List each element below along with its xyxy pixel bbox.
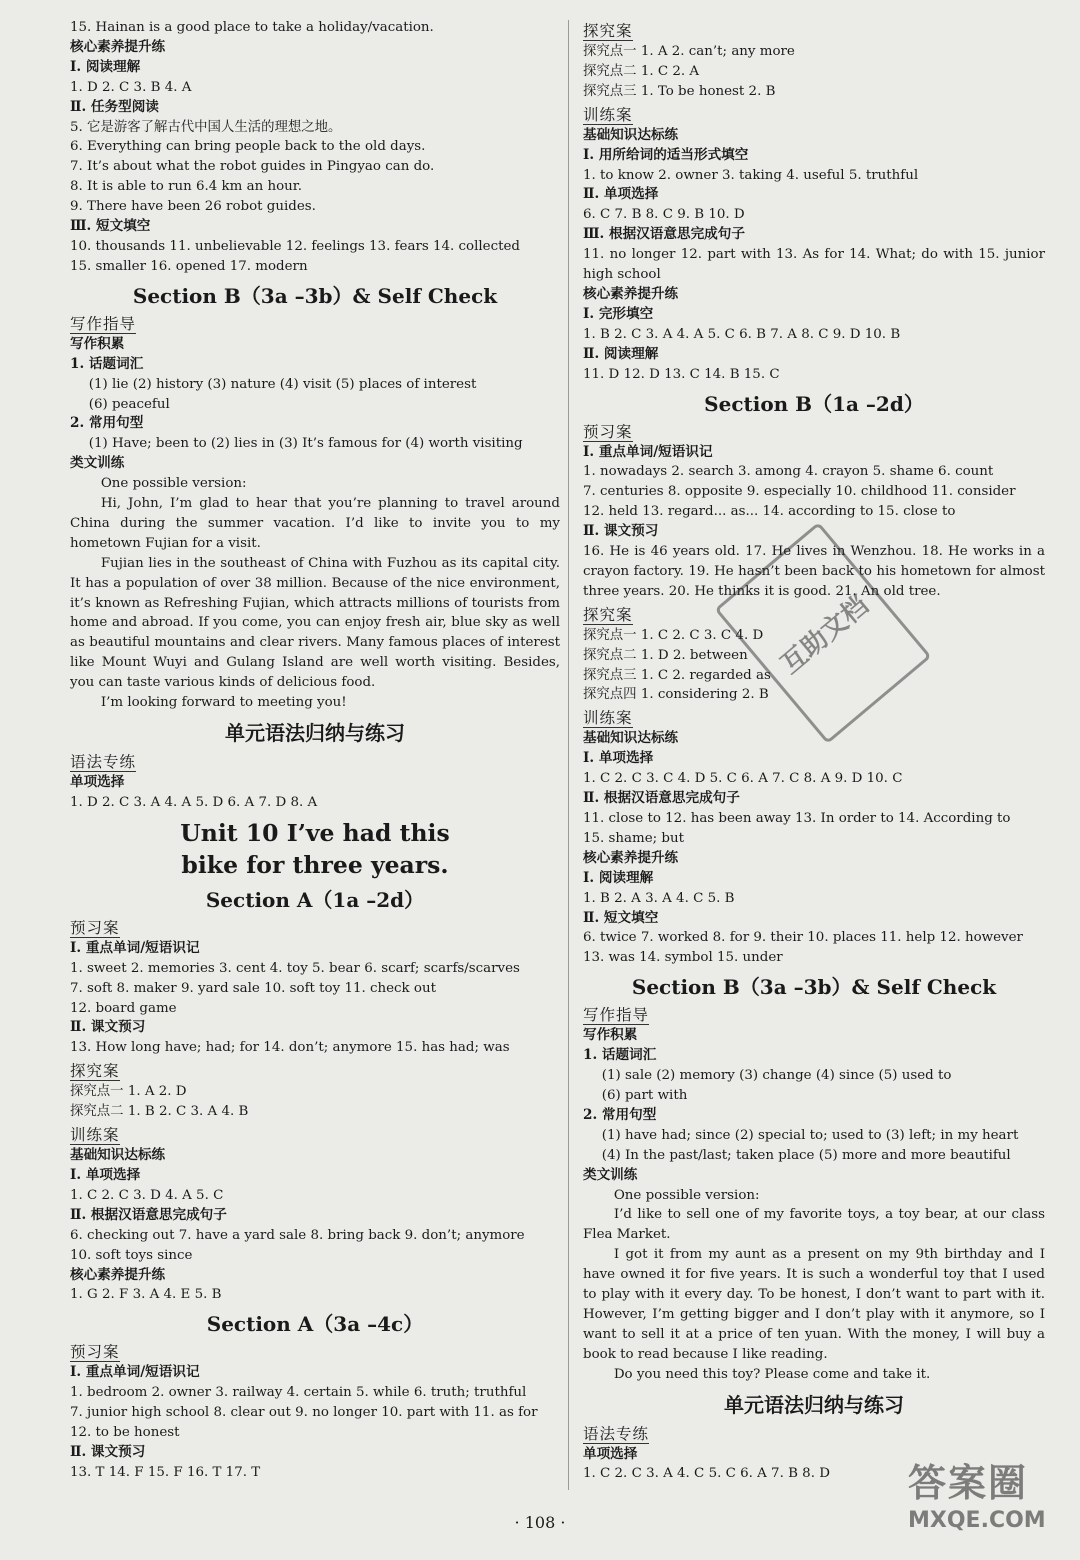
subsection-label: 单项选择 [583,1445,638,1462]
question-type-label: Ⅱ. 根据汉语意思完成句子 [583,790,740,807]
subsection-label: 基础知识达标练 [583,126,679,143]
part-heading: 探究案 [70,1062,120,1081]
part-heading: 预习案 [70,1343,120,1362]
answer-line: 6. C 7. B 8. C 9. B 10. D [583,207,745,223]
section-heading: Section B（3a –3b）& Self Check [132,283,498,308]
subsection-label: 核心素养提升练 [583,285,679,302]
answer-line: 探究点二 1. B 2. C 3. A 4. B [70,1104,249,1120]
answer-line: 探究点四 1. considering 2. B [583,687,769,703]
part-heading: 探究案 [583,605,633,624]
subsection-label: 核心素养提升练 [70,1266,166,1283]
subsection-label: 基础知识达标练 [70,1147,166,1164]
essay-paragraph: I’d like to sell one of my favorite toys, a toy bear, at our class Flea Market. [583,1207,1045,1243]
question-type-label: Ⅰ. 阅读理解 [583,869,654,886]
answer-line: 7. soft 8. maker 9. yard sale 10. soft toy 11. check out [70,980,436,996]
answer-line: 13. T 14. F 15. F 16. T 17. T [70,1464,261,1480]
question-type-label: Ⅲ. 根据汉语意思完成句子 [583,226,745,243]
question-type-label: Ⅱ. 任务型阅读 [70,98,159,115]
answer-line: 1. sweet 2. memories 3. cent 4. toy 5. bear 6. scarf; scarfs/scarves [70,960,520,976]
watermark-text: 答案圈 [908,1461,1029,1505]
answer-line: 11. no longer 12. part with 13. As for 14. What; do with 15. junior high school [583,247,1045,283]
grammar-title: 单元语法归纳与练习 [724,1392,904,1417]
subsection-label: 基础知识达标练 [583,730,679,747]
answer-line: 12. to be honest [70,1425,180,1441]
grammar-title: 单元语法归纳与练习 [225,721,405,745]
question-type-label: Ⅰ. 重点单词/短语识记 [70,1364,200,1381]
question-type-label: Ⅰ. 阅读理解 [70,58,141,75]
question-type-label: Ⅰ. 重点单词/短语识记 [70,939,200,956]
question-type-label: Ⅲ. 短文填空 [70,218,151,235]
answer-line: 7. junior high school 8. clear out 9. no longer 10. part with 11. as for [70,1405,538,1421]
essay-paragraph: I got it from my aunt as a present on my 9th birthday and I have owned it for five years. It is such a wonderful toy that I used to play with it every day. To be honest, I don’t want to part with it. However, I’m getting bigger and I don’t play with it anymore, so I want to sell it at a price of ten yuan. With the money, I will buy a book to read because I like reading. [583,1247,1045,1362]
question-type-label: Ⅱ. 课文预习 [70,1019,146,1036]
answer-line: 10. soft toys since [70,1247,193,1263]
essay-paragraph: Fujian lies in the southeast of China with Fuzhou as its capital city. It has a population of over 38 million. Because of the nice environment, it’s known as Refreshing Fujian, which attracts millions of tourists from home and abroad. If you come, you can enjoy fresh air, blue sky as well as beautiful mountains and clear rivers. Many famous places of interest like Mount Wuyi and Gulang Island are well worth visiting. Besides, you can taste various kinds of delicious food. [70,555,560,691]
subsection-label: 类文训练 [70,455,125,472]
answer-line: 1. D 2. C 3. B 4. A [70,79,192,95]
part-heading: 写作指导 [70,314,137,333]
answer-line: 探究点一 1. A 2. can’t; any more [583,44,795,59]
answer-line: One possible version: [100,476,247,492]
essay-paragraph: I’m looking forward to meeting you! [100,695,347,711]
section-heading: Section A（1a –2d） [205,887,425,912]
question-type-label: Ⅰ. 用所给词的适当形式填空 [583,146,749,163]
question-type-label: 1. 话题词汇 [583,1047,657,1064]
answer-line: 15. Hainan is a good place to take a holiday/vacation. [70,20,434,35]
subsection-label: 核心素养提升练 [583,849,679,866]
answer-line: (1) lie (2) history (3) nature (4) visit (5) places of interest [88,376,477,392]
subsection-label: 写作积累 [583,1027,638,1044]
unit-title [70,817,560,881]
part-heading: 语法专练 [583,1424,650,1443]
question-type-label: Ⅱ. 课文预习 [70,1443,146,1460]
question-type-label: 1. 话题词汇 [70,355,144,372]
question-type-label: Ⅱ. 课文预习 [583,523,659,540]
answer-line: (4) In the past/last; taken place (5) more and more beautiful [601,1147,1011,1163]
question-type-label: 2. 常用句型 [70,415,144,432]
part-heading: 语法专练 [70,753,137,771]
answer-line: (1) have had; since (2) special to; used to (3) left; in my heart [601,1127,1019,1143]
answer-line: 12. board game [70,1000,177,1016]
question-type-label: Ⅱ. 根据汉语意思完成句子 [70,1206,227,1223]
answer-line: 1. nowadays 2. search 3. among 4. crayon 5. shame 6. count [583,464,994,480]
page-number: · 108 · [514,1513,566,1532]
answer-line: 1. C 2. C 3. A 4. C 5. C 6. A 7. B 8. D [583,1466,830,1482]
answer-line: 13. was 14. symbol 15. under [583,950,783,966]
part-heading: 预习案 [70,918,120,937]
question-type-label: Ⅱ. 单项选择 [583,186,659,203]
answer-line: 12. held 13. regard... as... 14. according to 15. close to [583,504,956,520]
answer-line: 探究点三 1. To be honest 2. B [583,83,776,99]
question-type-label: 2. 常用句型 [583,1106,657,1123]
section-heading: Section A（3a –4c） [206,1312,424,1337]
question-type-label: Ⅰ. 单项选择 [70,1166,141,1183]
answer-line: 1. C 2. C 3. C 4. D 5. C 6. A 7. C 8. A 9. D 10. C [583,771,903,787]
subsection-label: 类文训练 [583,1166,638,1183]
column-divider [568,20,569,1490]
answer-line: 探究点三 1. C 2. regarded as [583,667,771,683]
answer-line: (1) sale (2) memory (3) change (4) since (5) used to [601,1068,952,1084]
essay-paragraph: Do you need this toy? Please come and take it. [613,1366,931,1382]
subsection-label: 写作积累 [70,335,125,352]
answer-line: 1. G 2. F 3. A 4. E 5. B [70,1287,222,1303]
essay-paragraph: Hi, John, I’m glad to hear that you’re planning to travel around China during the summer vacation. I’d like to invite you to my hometown Fujian for a visit. [70,496,560,551]
part-heading: 训练案 [70,1126,120,1145]
answer-line: 探究点二 1. D 2. between [583,647,748,663]
answer-line: 9. There have been 26 robot guides. [70,199,316,215]
question-type-label: Ⅱ. 阅读理解 [583,345,659,362]
unit-title-line-1: Unit 10 I’ve had this [180,818,450,847]
answer-line: (6) part with [601,1087,688,1103]
unit-title-line-2: bike for three years. [181,850,449,879]
question-type-label: Ⅱ. 短文填空 [583,909,659,926]
answer-line: 1. C 2. C 3. D 4. A 5. C [70,1187,224,1203]
answer-line: 7. centuries 8. opposite 9. especially 10. childhood 11. consider [583,484,1016,500]
part-heading: 训练案 [583,105,633,124]
subsection-label: 单项选择 [70,774,125,790]
answer-line: 5. 它是游客了解古代中国人生活的理想之地。 [70,119,342,135]
answer-line: 10. thousands 11. unbelievable 12. feelings 13. fears 14. collected [70,238,520,254]
part-heading: 探究案 [583,22,633,40]
section-heading: Section B（3a –3b）& Self Check [631,975,997,1000]
answer-line: 1. bedroom 2. owner 3. railway 4. certain 5. while 6. truth; truthful [70,1385,527,1401]
subsection-label: 核心素养提升练 [70,38,166,55]
answer-line: (6) peaceful [88,396,170,412]
watermark-url: MXQE.COM [908,1508,1046,1533]
answer-line: 探究点一 1. A 2. D [70,1084,187,1100]
question-type-label: Ⅰ. 完形填空 [583,305,654,322]
answer-line: 7. It’s about what the robot guides in Pingyao can do. [70,159,435,175]
stamp-mark: 互助文档 [714,522,931,744]
right-column [583,18,1045,1484]
answer-line: 6. twice 7. worked 8. for 9. their 10. places 11. help 12. however [583,930,1023,946]
question-type-label: Ⅰ. 单项选择 [583,750,654,767]
answer-line: 1. B 2. A 3. A 4. C 5. B [583,890,735,906]
answer-line: 探究点一 1. C 2. C 3. C 4. D [583,627,764,643]
section-heading: Section B（1a –2d） [704,391,924,416]
answer-line: 16. He is 46 years old. 17. He lives in Wenzhou. 18. He works in a crayon factory. 19. He hasn’t been back to his hometown for almost three years. 20. He thinks it is good. 21. An old tree. [583,544,1045,599]
part-heading: 训练案 [583,709,633,728]
answer-line: 15. shame; but [583,830,684,846]
answer-line: 11. close to 12. has been away 13. In order to 14. According to [583,811,1011,826]
answer-line: 13. How long have; had; for 14. don’t; anymore 15. has had; was [70,1040,510,1056]
answer-line: (1) Have; been to (2) lies in (3) It’s famous for (4) worth visiting [88,436,523,452]
part-heading: 写作指导 [583,1006,650,1025]
answer-line: 6. checking out 7. have a yard sale 8. bring back 9. don’t; anymore [70,1227,525,1243]
answer-line: 1. B 2. C 3. A 4. A 5. C 6. B 7. A 8. C 9. D 10. B [583,326,901,342]
watermark-logo [908,1458,1068,1550]
answer-line: 探究点二 1. C 2. A [583,63,700,79]
answer-line: 15. smaller 16. opened 17. modern [70,258,308,274]
answer-line: 1. D 2. C 3. A 4. A 5. D 6. A 7. D 8. A [70,794,318,810]
answer-line: One possible version: [613,1187,760,1203]
answer-line: 8. It is able to run 6.4 km an hour. [70,179,302,195]
part-heading: 预习案 [583,422,633,441]
question-type-label: Ⅰ. 重点单词/短语识记 [583,443,713,460]
answer-line: 11. D 12. D 13. C 14. B 15. C [583,366,780,382]
answer-line: 6. Everything can bring people back to the old days. [70,139,426,155]
answer-line: 1. to know 2. owner 3. taking 4. useful 5. truthful [583,167,919,183]
left-column [70,18,560,1483]
